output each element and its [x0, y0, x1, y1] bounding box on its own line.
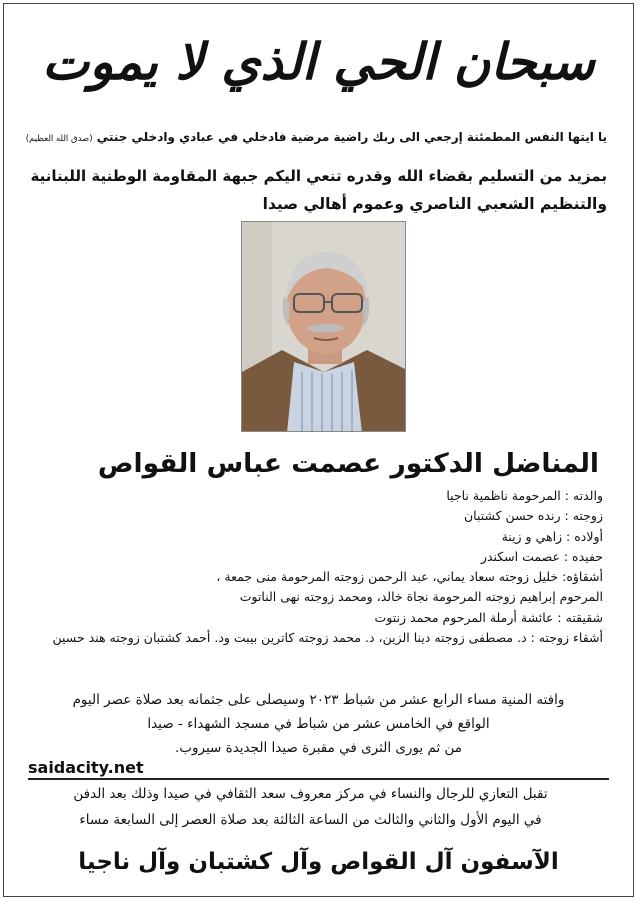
intro-line-1: بمزيد من التسليم بقضاء الله وقدره تنعي اليكم جبهة المقاومة الوطنية اللبنانية: [30, 167, 607, 185]
funeral-details: [4, 688, 633, 760]
deceased-name: المناضل الدكتور عصمت عباس القواص: [97, 448, 599, 479]
funeral-line: وافته المنية مساء الرابع عشر من شباط ٢٠٢٣ وسيصلى على جثمانه بعد صلاة عصر اليوم: [72, 692, 565, 708]
family-list: [18, 486, 603, 648]
header-calligraphy: سبحان الحي الذي لا يموت: [42, 32, 595, 91]
verse-citation: (صدق الله العظيم): [25, 134, 93, 144]
verse-text: يا ايتها النفس المطمئنة إرجعي الى ربك راضية مرضية فادخلي في عبادي وادخلي جنتي: [96, 130, 607, 144]
funeral-line: الواقع في الخامس عشر من شباط في مسجد الشهداء - صيدا: [147, 716, 490, 732]
condolence-details: [18, 781, 603, 833]
deceased-photo: [241, 221, 406, 432]
condolence-line: في اليوم الأول والثاني والثالث من الساعة الثالثة بعد صلاة العصر إلى السابعة مساء: [79, 812, 542, 828]
family-line: أشقاؤه: خليل زوجته سعاد يماني، عبد الرحمن زوجته المرحومة منى جمعة ،: [216, 569, 603, 585]
family-line: المرحوم إبراهيم زوجته المرحومة نجاة خالد، ومحمد زوجته نهى الناتوت: [239, 589, 603, 605]
family-line: أشقاء زوجته : د. مصطفى زوجته دينا الزين، د. محمد زوجته كاترين بيبت ود. أحمد كشتبان زوجته هند حسين: [52, 630, 603, 646]
announcement-intro: [18, 162, 607, 218]
family-line: زوجته : رنده حسن كشتبان: [463, 508, 603, 524]
condolence-line: تقبل التعازي للرجال والنساء في مركز معروف سعد الثقافي في صيدا وذلك بعد الدفن: [73, 786, 548, 802]
family-line: والدته : المرحومة ناظمية ناجيا: [446, 488, 603, 503]
intro-line-2: والتنظيم الشعبي الناصري وعموم أهالي صيدا: [262, 195, 607, 213]
obituary-page: [3, 3, 634, 897]
family-line: أولاده : زاهي و زينة: [501, 528, 603, 544]
portrait-image: [242, 222, 406, 432]
family-line: شقيقته : عائشة أرملة المرحوم محمد زنتوت: [374, 609, 603, 625]
divider-line: [28, 778, 609, 780]
funeral-line: من ثم يورى الثرى في مقبرة صيدا الجديدة سيروب.: [174, 740, 463, 756]
quran-verse: [18, 128, 607, 148]
site-watermark: saidacity.net: [28, 758, 144, 777]
family-line: حفيده : عصمت اسكندر: [480, 548, 603, 564]
closing-signature: الآسفون آل القواص وآل كشتبان وآل ناجيا: [78, 849, 559, 875]
